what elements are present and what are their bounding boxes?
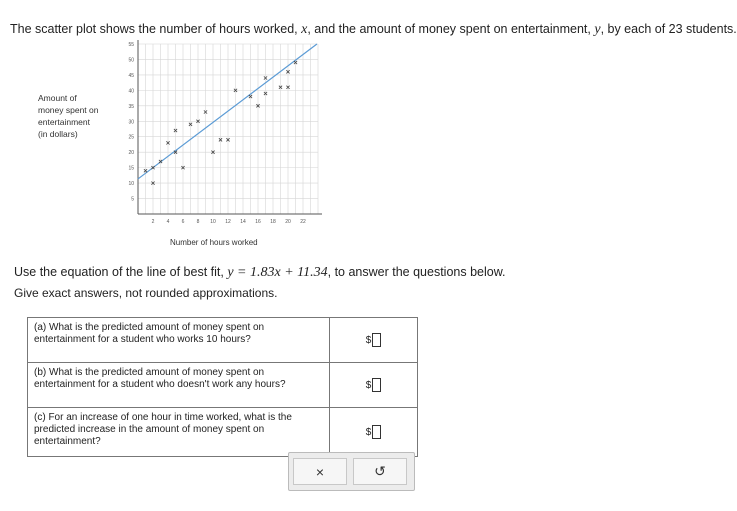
- question-row-c: [28, 408, 417, 456]
- action-bar: [288, 452, 415, 491]
- answer-input-a[interactable]: [372, 333, 381, 347]
- instruction-line-1: [14, 265, 506, 281]
- x-tick-label: 22: [300, 219, 306, 225]
- y-tick-label: 10: [128, 181, 134, 188]
- dollar-sign: $: [365, 334, 372, 346]
- question-text-b: (b) What is the predicted amount of money spent on entertainment for a student who doesn't work any hours?: [28, 363, 330, 407]
- dollar-sign: $: [365, 426, 372, 438]
- scatter-plot: [112, 36, 322, 236]
- dollar-sign: $: [365, 379, 372, 391]
- answer-input-c[interactable]: [372, 425, 381, 439]
- y-axis-label-line: (in dollars): [38, 129, 78, 139]
- x-tick-label: 10: [210, 219, 216, 225]
- clear-button[interactable]: [293, 458, 347, 485]
- x-tick-label: 14: [240, 219, 246, 225]
- x-tick-label: 12: [225, 219, 231, 225]
- x-axis-label: Number of hours worked: [170, 238, 258, 247]
- question-row-a: [28, 318, 417, 363]
- question-row-b: [28, 363, 417, 408]
- answer-cell-c: [330, 408, 417, 456]
- best-fit-line: [138, 44, 317, 179]
- x-tick-label: 18: [270, 219, 276, 225]
- x-tick-label: 4: [166, 219, 170, 225]
- y-tick-label: 25: [128, 134, 134, 141]
- y-tick-label: 20: [128, 150, 134, 157]
- y-tick-label: 45: [128, 72, 134, 79]
- question-text-c: (c) For an increase of one hour in time worked, what is the predicted increase in the amount of money spent on entertainment?: [28, 408, 330, 456]
- y-tick-label: 55: [128, 42, 134, 48]
- y-tick-label: 50: [128, 57, 134, 64]
- y-tick-label: 40: [128, 88, 134, 95]
- x-tick-label: 2: [151, 219, 155, 225]
- reset-button[interactable]: [353, 458, 407, 485]
- answer-cell-b: [330, 363, 417, 407]
- x-tick-label: 20: [285, 219, 291, 225]
- y-axis-label-line: entertainment: [38, 117, 90, 127]
- best-fit-equation: y = 1.83x + 11.34: [227, 265, 328, 280]
- y-tick-label: 15: [128, 165, 134, 172]
- questions-table: [27, 317, 418, 457]
- intro-text-b: , and the amount of money spent on entertainment,: [307, 22, 595, 36]
- x-tick-label: 6: [181, 219, 185, 225]
- y-axis-label: [38, 92, 98, 140]
- answer-input-b[interactable]: [372, 378, 381, 392]
- question-text-a: (a) What is the predicted amount of money spent on entertainment for a student who works 10 hours?: [28, 318, 330, 362]
- undo-icon: ↺: [374, 463, 386, 479]
- y-axis-label-line: Amount of: [38, 93, 77, 103]
- variable-x: x: [301, 22, 308, 37]
- variable-y: y: [594, 22, 601, 37]
- x-tick-label: 16: [255, 219, 261, 225]
- y-axis-label-line: money spent on: [38, 105, 99, 115]
- intro-text-a: The scatter plot shows the number of hours worked,: [10, 22, 302, 36]
- instruction-text-a: Use the equation of the line of best fit,: [14, 265, 228, 279]
- instruction-text-b: , to answer the questions below.: [327, 265, 506, 279]
- close-icon: ×: [315, 463, 325, 480]
- y-tick-label: 35: [128, 103, 134, 110]
- instruction-line-2: Give exact answers, not rounded approximations.: [14, 286, 278, 300]
- y-tick-label: 5: [131, 196, 134, 203]
- answer-cell-a: [330, 318, 417, 362]
- x-tick-label: 8: [196, 219, 200, 225]
- intro-text-c: , by each of 23 students.: [600, 22, 737, 36]
- y-tick-label: 30: [128, 119, 134, 126]
